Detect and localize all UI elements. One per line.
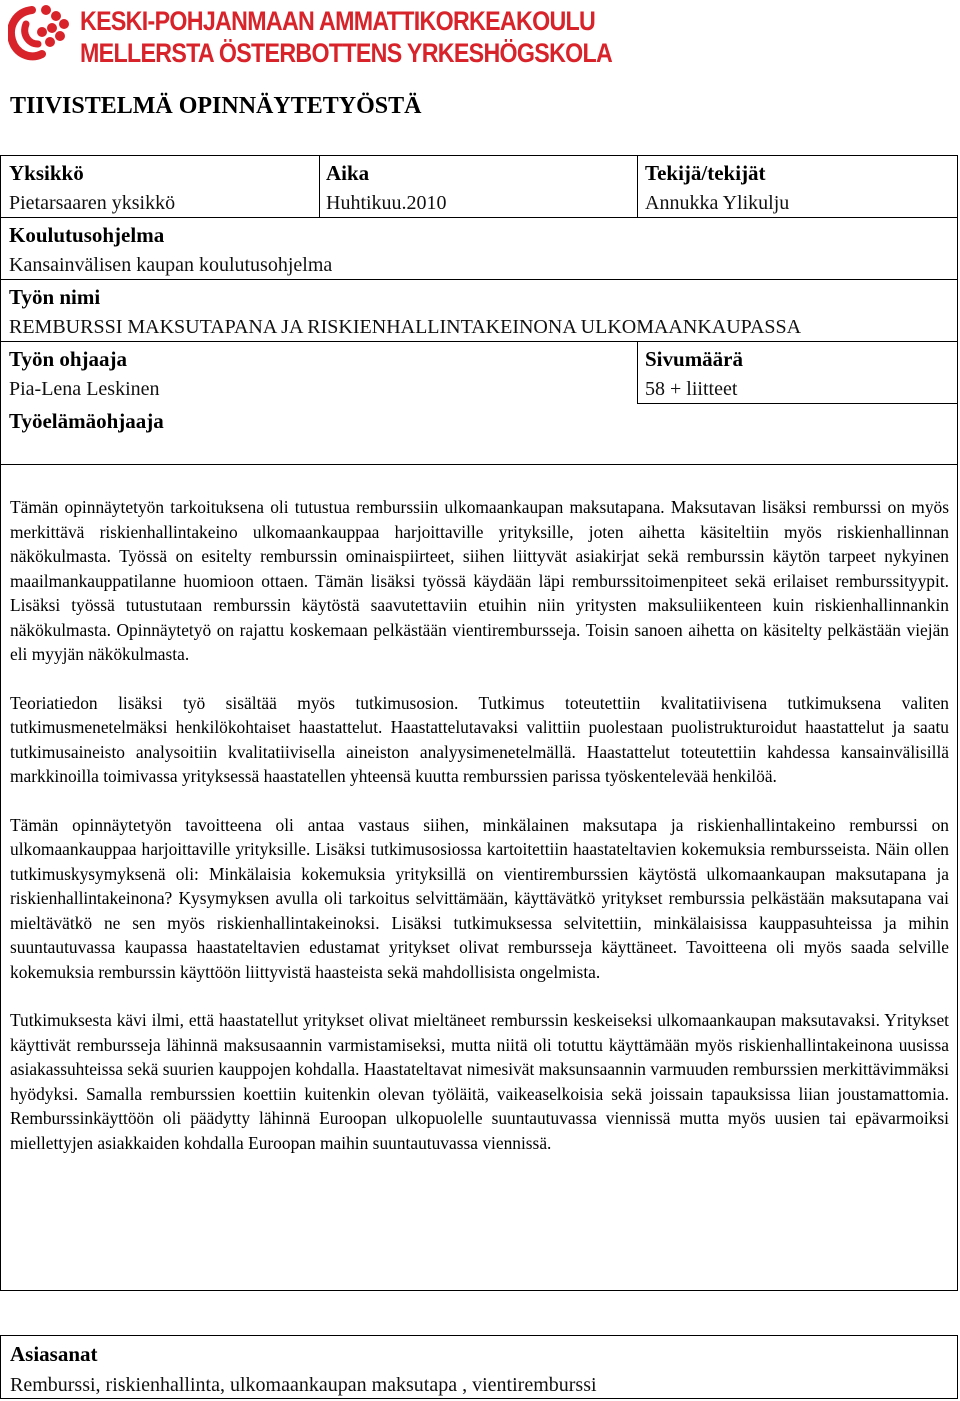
divider xyxy=(637,156,638,217)
programme-label: Koulutusohjelma xyxy=(9,223,165,247)
programme-value: Kansainvälisen kaupan koulutusohjelma xyxy=(9,254,333,276)
pages-label: Sivumäärä xyxy=(645,347,744,371)
unit-value: Pietarsaaren yksikkö xyxy=(9,192,176,214)
document-title: TIIVISTELMÄ OPINNÄYTETYÖSTÄ xyxy=(10,93,422,119)
divider xyxy=(637,341,638,403)
divider xyxy=(1,217,957,218)
work-name-label: Työn nimi xyxy=(9,285,101,309)
time-value: Huhtikuu.2010 xyxy=(326,192,447,214)
abstract-paragraph: Tutkimuksesta kävi ilmi, että haastatellut yritykset olivat mieltäneet remburssin keskeiseksi ulkomaankaupan maksutavaksi. Yritykset käyttivät rembursseja lähinnä maksusaannin varmistamiseksi, mutta niitä oli totuttu käyttämään myös riskienhallintakeinona uusissa asiakassuhteissa sekä suurien kauppojen kohdalla. Haastateltavat nimesivät maksunsaannin varmuuden remburssien merkittävimmäksi hyödyksi. Samalla remburssien koettiin kuitenkin olevan työläitä, vaikeaselkoisia sekä joissain tapauksissa liian joustamattomia. Remburssinkäyttöön oli päädytty lähinnä Euroopan ulkopuolelle suuntautuvassa viennissä mutta myös uusien tai epävarmoiksi miellettyjen asiakkaiden kohdalla Euroopan maihin suuntautuvassa viennissä. xyxy=(10,1010,949,1153)
keywords-box xyxy=(0,1335,958,1399)
abstract-paragraph: Teoriatiedon lisäksi työ sisältää myös tutkimusosion. Tutkimus toteutettiin kvalitatiivisena tutkimuksena valiten tutkimusmenetelmäksi henkilökohtaiset haastattelut. Haastattelutavaksi valittiin puolestaan puolistrukturoidut haastattelut ja saatu tutkimusaineisto analysoitiin kvalitatiivisella aineiston analyysimenetelmällä. Haastattelut toteutettiin kahdessa kansainvälisillä markkinoilla toimivassa yrityksessä haastatellen yhteensä kuutta remburssien parissa työskentelevää henkilöä. xyxy=(10,692,949,786)
university-logo-icon xyxy=(8,4,70,62)
work-supervisor-label: Työelämäohjaaja xyxy=(9,409,164,433)
keywords-label: Asiasanat xyxy=(10,1342,98,1366)
institution-name-fi: KESKI-POHJANMAAN AMMATTIKORKEAKOULU xyxy=(80,6,596,36)
abstract-paragraph: Tämän opinnäytetyön tarkoituksena oli tutustua remburssiin ulkomaankaupan maksutapana. Maksutavan lisäksi remburssi on myös merkittävä riskienhallintakeino ulkomaankauppaa harjoittaville yrityksille, joten aihetta käsiteltiin myös riskienhallinnan näkökulmasta. Työssä on esitelty remburssin ominaispiirteet, siihen liittyvät asiakirjat sekä remburssin käytön tarpeet nykyinen maailmankauppatilanne huomioon ottaen. Tämän lisäksi työssä käydään läpi remburssitoimenpiteet sekä erilaiset remburssityypit. Lisäksi työssä tutustutaan remburssin käytöstä saavutettaviin etuihin niin yritysten maksuliikenteen kuin riskienhallinnankin näkökulmasta. Opinnäytetyö on rajattu koskemaan pelkästään vientirembursseja. Toisin sanoen aihetta on käsitelty pelkästään viejän eli myyjän näkökulmasta. xyxy=(10,497,949,664)
institution-name-sv: MELLERSTA ÖSTERBOTTENS YRKESHÖGSKOLA xyxy=(80,38,613,68)
divider xyxy=(1,279,957,280)
time-label: Aika xyxy=(326,161,370,185)
pages-value: 58 + liitteet xyxy=(645,378,738,400)
supervisor-value: Pia-Lena Leskinen xyxy=(9,378,160,400)
divider xyxy=(637,403,957,404)
divider xyxy=(319,156,320,217)
divider xyxy=(1,341,957,342)
author-value: Annukka Ylikulju xyxy=(645,192,790,214)
author-label: Tekijä/tekijät xyxy=(645,161,766,185)
thesis-info-table xyxy=(0,155,958,465)
keywords-value: Remburssi, riskienhallinta, ulkomaankaupan maksutapa , vientiremburssi xyxy=(10,1374,597,1396)
abstract-paragraph: Tämän opinnäytetyön tavoitteena oli antaa vastaus siihen, minkälainen maksutapa ja riskienhallintakeino remburssi on ulkomaankauppaa harjoittaville yrityksille. Lisäksi tutkimusosiossa kartoitettiin haastateltavien kokemuksia rembursseista. Näin ollen tutkimuskysymyksenä oli: Minkälaisia kokemuksia yrityksillä on vientiremburssien käytöstä ulkomaankaupan maksutapana ja riskienhallintakeinona? Kysymyksen avulla oli tarkoitus selvittämään, käyttävätkö yritykset remburssia pelkästään maksutapana vai mieltävätkö ne sen myös riskienhallintakeinoksi. Lisäksi tutkimuksessa selvitettiin, minkälaisissa kauppasuhteissa ja mihin suuntautuvassa kaupassa haastateltavien edustamat yritykset olivat rembursseja käyttäneet. Tavoitteena oli myös saada selville kokemuksia remburssin käyttöön liittyvistä haasteista sekä mahdollisista ongelmista. xyxy=(10,814,949,982)
supervisor-label: Työn ohjaaja xyxy=(9,347,128,371)
unit-label: Yksikkö xyxy=(9,161,84,185)
work-name-value: REMBURSSI MAKSUTAPANA JA RISKIENHALLINTAKEINONA ULKOMAANKAUPASSA xyxy=(9,316,802,338)
abstract-section xyxy=(0,465,958,1291)
